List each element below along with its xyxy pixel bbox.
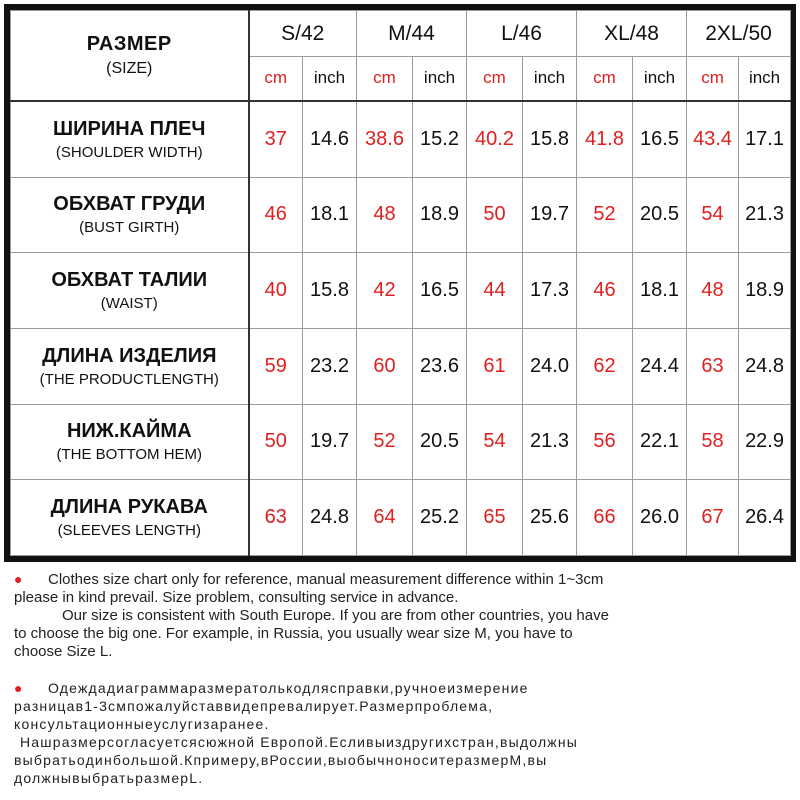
note-ru-line: консультационныеуслугизаранее. (14, 716, 270, 732)
value-cm: 48 (357, 177, 413, 253)
value-cm: 66 (577, 480, 633, 556)
value-cm: 42 (357, 253, 413, 329)
value-inch: 14.6 (303, 101, 357, 178)
unit-cm-header: cm (249, 57, 303, 101)
value-cm: 44 (467, 253, 523, 329)
note-en-line: to choose the big one. For example, in Russia, you usually wear size M, you have to (14, 625, 573, 642)
unit-cm-header: cm (357, 57, 413, 101)
measurement-label-ru: ДЛИНА РУКАВА (50, 496, 208, 519)
measurement-label-ru: ДЛИНА ИЗДЕЛИЯ (42, 344, 217, 367)
note-english (14, 570, 794, 661)
size-title-en: (SIZE) (106, 59, 153, 77)
measurement-row (11, 480, 791, 556)
note-en-line: choose Size L. (14, 643, 113, 660)
measurement-row (11, 253, 791, 329)
value-inch: 24.0 (523, 328, 577, 404)
value-inch: 23.2 (303, 328, 357, 404)
size-header-1: M/44 (357, 11, 467, 57)
value-inch: 23.6 (413, 328, 467, 404)
unit-cm-header: cm (467, 57, 523, 101)
measurement-row (11, 101, 791, 178)
value-inch: 15.8 (303, 253, 357, 329)
value-inch: 16.5 (413, 253, 467, 329)
value-cm: 60 (357, 328, 413, 404)
value-inch: 26.0 (633, 480, 687, 556)
measurement-label-en: (BUST GIRTH) (79, 219, 180, 237)
measurement-label-ru: ОБХВАТ ТАЛИИ (51, 269, 208, 292)
value-cm: 46 (577, 253, 633, 329)
note-ru-line: ● Одеждадиаграммаразмератолькодляcправки,ручноеизмерение (14, 680, 529, 696)
value-cm: 63 (249, 480, 303, 556)
unit-cm-header: cm (577, 57, 633, 101)
note-ru-line: выбратьодинбольшой.Кпримеру,вРоссии,выобычноноситеразмерM,вы (14, 752, 548, 768)
size-header-0: S/42 (249, 11, 357, 57)
note-ru-line: Нашразмерсогласуетсясюжной Европой.Есливыиздругихстран,выдолжны (20, 734, 579, 750)
value-cm: 46 (249, 177, 303, 253)
value-cm: 64 (357, 480, 413, 556)
size-header-3: XL/48 (577, 11, 687, 57)
value-cm: 52 (577, 177, 633, 253)
value-cm: 40 (249, 253, 303, 329)
measurement-label (11, 177, 249, 253)
value-cm: 61 (467, 328, 523, 404)
measurement-label (11, 328, 249, 404)
note-en-line: Our size is consistent with South Europe. If you are from other countries, you have (62, 607, 609, 624)
value-cm: 40.2 (467, 101, 523, 178)
size-header-4: 2XL/50 (687, 11, 791, 57)
value-inch: 22.9 (739, 404, 791, 480)
size-corner-cell (11, 11, 249, 101)
note-en-line: ● Clothes size chart only for reference, manual measurement difference within 1~3cm (14, 571, 604, 588)
measurement-label (11, 101, 249, 178)
unit-inch-header: inch (523, 57, 577, 101)
bullet-icon: ● (14, 571, 23, 587)
measurement-row (11, 404, 791, 480)
unit-cm-header: cm (687, 57, 739, 101)
value-cm: 62 (577, 328, 633, 404)
value-inch: 17.1 (739, 101, 791, 178)
note-ru-line: разницав1-3смпожалуйставвидепревалирует.Размерпроблема, (14, 698, 494, 714)
value-inch: 22.1 (633, 404, 687, 480)
value-inch: 19.7 (523, 177, 577, 253)
value-inch: 18.1 (303, 177, 357, 253)
value-inch: 21.3 (523, 404, 577, 480)
note-ru-line: должнывыбратьразмерL. (14, 770, 204, 786)
value-cm: 37 (249, 101, 303, 178)
bullet-icon: ● (14, 680, 24, 696)
value-inch: 17.3 (523, 253, 577, 329)
value-inch: 25.2 (413, 480, 467, 556)
value-inch: 15.2 (413, 101, 467, 178)
size-header-row (11, 11, 791, 57)
value-cm: 58 (687, 404, 739, 480)
value-inch: 24.8 (739, 328, 791, 404)
size-chart-table (10, 10, 791, 556)
measurement-row (11, 177, 791, 253)
value-cm: 41.8 (577, 101, 633, 178)
unit-inch-header: inch (413, 57, 467, 101)
measurement-label-ru: ОБХВАТ ГРУДИ (53, 193, 206, 216)
value-cm: 54 (467, 404, 523, 480)
value-cm: 50 (249, 404, 303, 480)
unit-inch-header: inch (633, 57, 687, 101)
value-cm: 59 (249, 328, 303, 404)
size-header-2: L/46 (467, 11, 577, 57)
measurement-label-ru: НИЖ.КАЙМА (66, 420, 192, 443)
measurement-label-ru: ШИРИНА ПЛЕЧ (53, 117, 206, 140)
notes-section (14, 570, 794, 787)
value-inch: 16.5 (633, 101, 687, 178)
note-en-line: please in kind prevail. Size problem, consulting service in advance. (14, 589, 459, 606)
value-inch: 26.4 (739, 480, 791, 556)
value-cm: 52 (357, 404, 413, 480)
value-cm: 38.6 (357, 101, 413, 178)
measurement-label (11, 404, 249, 480)
value-inch: 24.8 (303, 480, 357, 556)
note-russian (14, 679, 794, 787)
measurement-label (11, 253, 249, 329)
value-cm: 54 (687, 177, 739, 253)
value-cm: 43.4 (687, 101, 739, 178)
value-inch: 20.5 (633, 177, 687, 253)
value-cm: 63 (687, 328, 739, 404)
value-cm: 48 (687, 253, 739, 329)
unit-inch-header: inch (303, 57, 357, 101)
value-cm: 65 (467, 480, 523, 556)
measurement-label (11, 480, 249, 556)
measurement-label-en: (SLEEVES LENGTH) (57, 522, 201, 540)
measurement-label-en: (SHOULDER WIDTH) (55, 143, 203, 161)
value-inch: 25.6 (523, 480, 577, 556)
value-cm: 56 (577, 404, 633, 480)
measurement-row (11, 328, 791, 404)
value-inch: 19.7 (303, 404, 357, 480)
unit-inch-header: inch (739, 57, 791, 101)
value-inch: 18.9 (413, 177, 467, 253)
measurement-label-en: (WAIST) (100, 295, 158, 313)
value-inch: 24.4 (633, 328, 687, 404)
value-inch: 15.8 (523, 101, 577, 178)
measurement-label-en: (THE PRODUCTLENGTH) (39, 370, 219, 388)
measurement-label-en: (THE BOTTOM HEM) (56, 446, 203, 464)
size-title-ru: РАЗМЕР (86, 32, 172, 55)
value-inch: 18.9 (739, 253, 791, 329)
value-inch: 20.5 (413, 404, 467, 480)
value-inch: 21.3 (739, 177, 791, 253)
value-cm: 67 (687, 480, 739, 556)
value-inch: 18.1 (633, 253, 687, 329)
size-chart-frame (4, 4, 796, 562)
value-cm: 50 (467, 177, 523, 253)
